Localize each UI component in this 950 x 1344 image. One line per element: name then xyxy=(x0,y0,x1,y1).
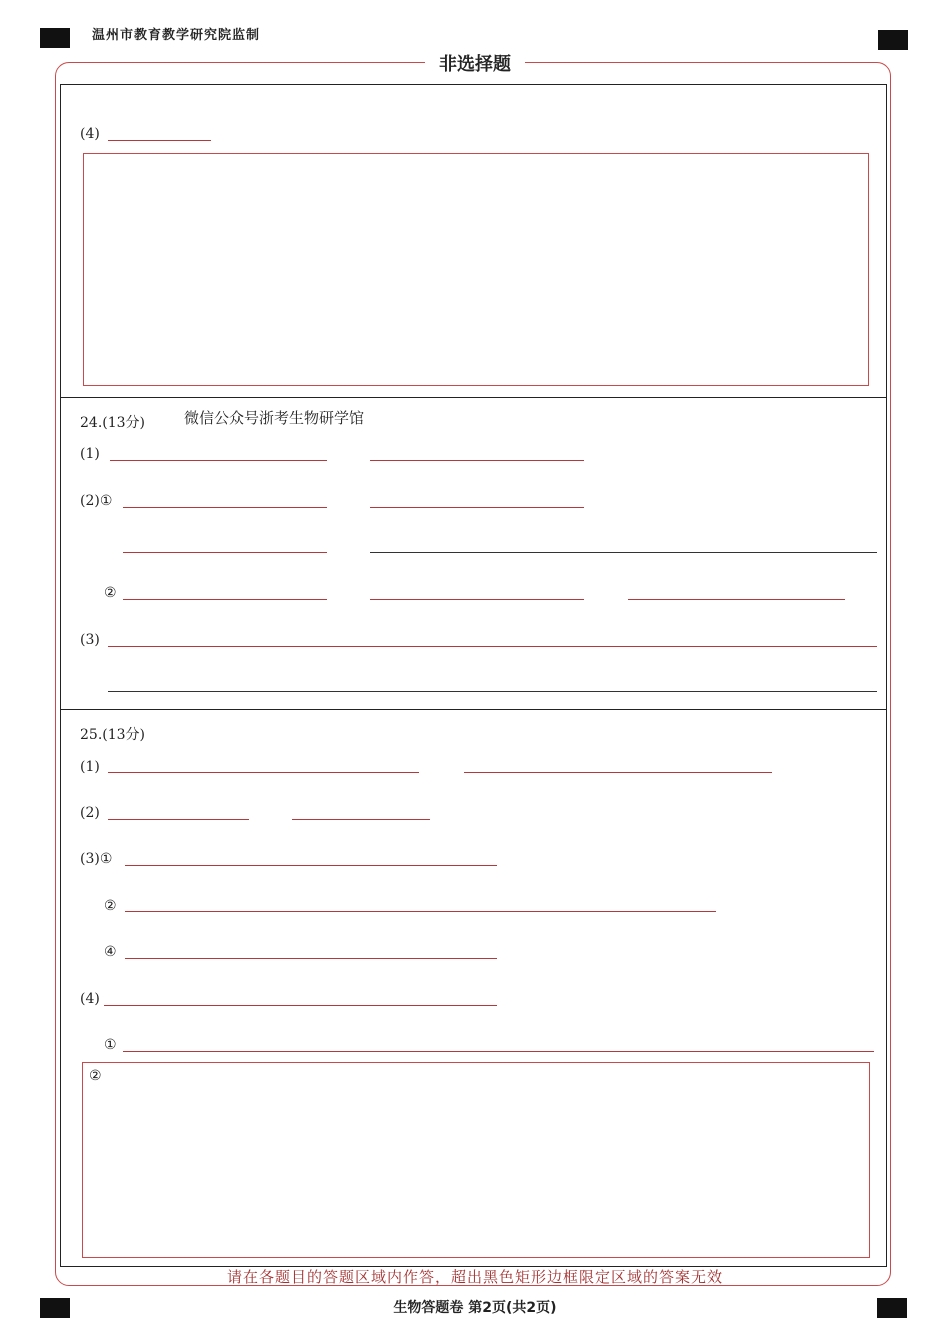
q25-part2-blank-2[interactable] xyxy=(292,819,430,820)
q24-part3-blank-2[interactable] xyxy=(108,691,877,692)
alignment-marker-top-left xyxy=(40,28,70,48)
q24-title: 24.(13分) xyxy=(80,415,146,431)
q25-title: 25.(13分) xyxy=(80,727,146,743)
q25-part4-sub2-answer-box[interactable] xyxy=(82,1062,870,1258)
q24-part3-label: (3) xyxy=(80,632,100,648)
q25-part4-label: (4) xyxy=(80,991,100,1007)
question-24-box xyxy=(60,397,887,710)
q24-part1-label: (1) xyxy=(80,446,100,462)
q24-part2-label: (2)① xyxy=(80,493,113,509)
q25-part4-sub2-label: ② xyxy=(89,1068,102,1084)
q24-part2-sub2-blank-3[interactable] xyxy=(628,599,845,600)
q25-part4-sub1-blank[interactable] xyxy=(123,1051,874,1052)
q24-part2-blank-1[interactable] xyxy=(123,507,327,508)
q25-part3-blank-1[interactable] xyxy=(125,865,497,866)
q25-part4-sub1-label: ① xyxy=(104,1037,117,1053)
watermark-text: 微信公众号浙考生物研学馆 xyxy=(184,409,365,427)
q24-part2-blank-3[interactable] xyxy=(123,552,327,553)
q24-part2-blank-4[interactable] xyxy=(370,552,877,553)
q25-part3-label: (3)① xyxy=(80,851,113,867)
q25-part2-blank-1[interactable] xyxy=(108,819,249,820)
q25-part4-blank[interactable] xyxy=(104,1005,497,1006)
section-title-text: 非选择题 xyxy=(425,54,525,75)
q25-part3-sub2-label: ② xyxy=(104,898,117,914)
q24-part3-blank-1[interactable] xyxy=(108,646,877,647)
q24-part1-blank-2[interactable] xyxy=(370,460,584,461)
alignment-marker-top-right xyxy=(878,30,908,50)
q23-part4-blank[interactable] xyxy=(108,140,211,141)
q24-part2-sub2-blank-1[interactable] xyxy=(123,599,327,600)
q25-part3-blank-2[interactable] xyxy=(125,911,716,912)
page-footer: 生物答题卷 第2页(共2页) xyxy=(393,1300,557,1316)
q23-part4-label: (4) xyxy=(80,126,100,142)
q25-part1-blank-2[interactable] xyxy=(464,772,772,773)
q23-part4-answer-box[interactable] xyxy=(83,153,869,386)
section-title xyxy=(0,50,950,76)
q24-part1-blank-1[interactable] xyxy=(110,460,327,461)
q25-part3-blank-4[interactable] xyxy=(125,958,497,959)
issuer-label: 温州市教育教学研究院监制 xyxy=(92,28,261,43)
q25-part1-label: (1) xyxy=(80,759,100,775)
q24-part2-sub2-label: ② xyxy=(104,585,117,601)
q25-part2-label: (2) xyxy=(80,805,100,821)
answer-area-warning: 请在各题目的答题区域内作答，超出黑色矩形边框限定区域的答案无效 xyxy=(226,1268,723,1286)
q25-part3-sub4-label: ④ xyxy=(104,944,117,960)
q24-part2-blank-2[interactable] xyxy=(370,507,584,508)
q24-part2-sub2-blank-2[interactable] xyxy=(370,599,584,600)
q25-part1-blank-1[interactable] xyxy=(108,772,419,773)
